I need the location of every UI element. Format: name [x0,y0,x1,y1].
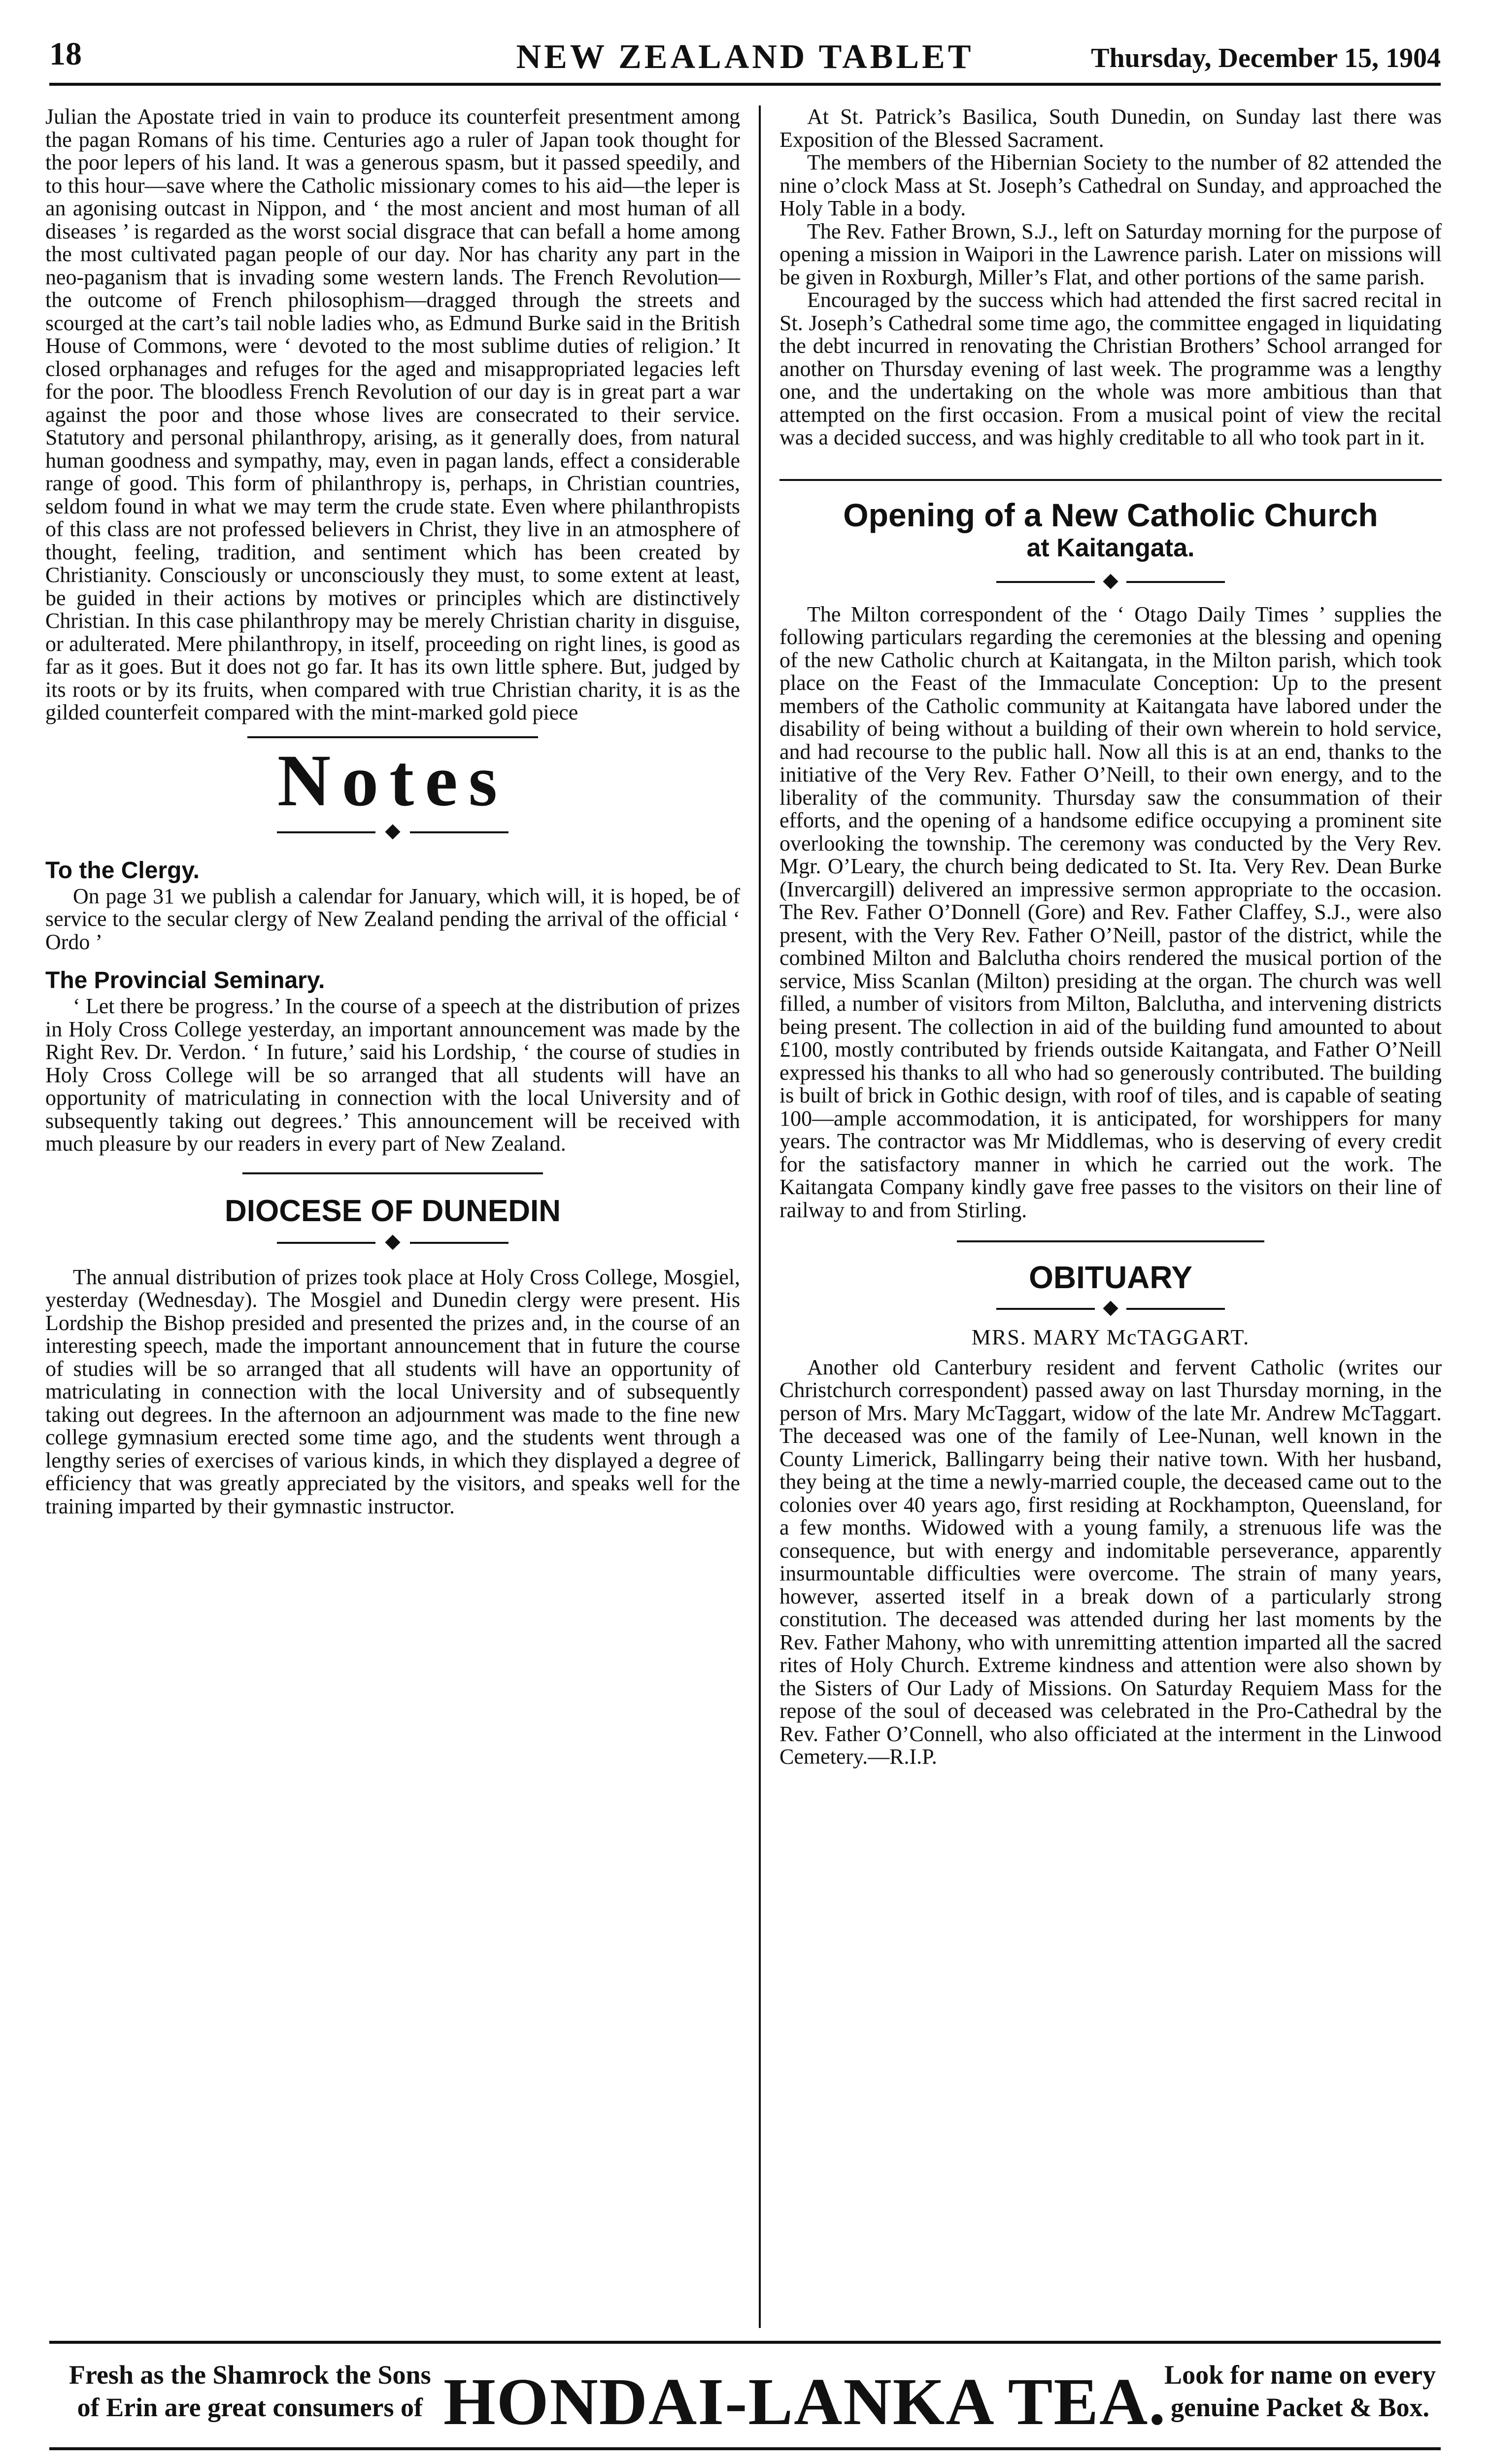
diocese-heading: DIOCESE OF DUNEDIN [224,1194,561,1228]
masthead [49,35,1441,83]
ad-left-line: of Erin are great consumers of [77,2393,423,2422]
divider-rule [242,1172,543,1174]
news-paragraph: The Rev. Father Brown, S.J., left on Saturday morning for the purpose of opening a mission in Waipori in the Lawrence parish. Later on missions will be given in Roxburgh, Miller’s Flat, and other portions of the same parish. [779,219,1442,289]
news-paragraph: Encouraged by the success which had attended the first sacred recital in St. Joseph’s Cathedral some time ago, the committee engaged in liquidating the debt incurred in renovating the Christian Brothers’ School arranged for another on Thursday evening of last week. The programme was a lengthy one, and the undertaking on the whole was more ambitious than that attempted on the first occasion. From a musical point of view the recital was a decided success, and was highly creditable to all who took part in it. [779,288,1442,449]
ornament-divider [779,1299,1442,1318]
page-number: 18 [49,36,82,72]
obituary-name: MRS. MARY McTAGGART. [971,1325,1250,1349]
seminary-paragraph: ‘ Let there be progress.’ In the course of a speech at the distribution of prizes in Holy Cross College yesterday, an important announcement was made by the Right Rev. Dr. Verdon. ‘ In future,’ said his Lordship, ‘ the course of studies in Holy Cross College will be so arranged that all students will have an opportunity of matriculating in connection with the local University and of subsequently taking out degrees.’ This announcement will be received with much pleasure by our readers in every part of New Zealand. [45,994,740,1156]
ad-right-line: Look for name on every [1164,2360,1436,2390]
church-subheading: at Kaitangata. [1026,533,1195,562]
clergy-subheading: To the Clergy. [45,857,200,884]
divider-rule [247,736,538,738]
left-column [45,105,740,1518]
divider-rule [957,1240,1264,1242]
news-paragraph: At St. Patrick’s Basilica, South Dunedin, on Sunday last there was Exposition of the Blessed Sacrament. [779,104,1442,152]
obituary-heading: OBITUARY [1029,1260,1192,1295]
publication-title: NEW ZEALAND TABLET [516,38,974,76]
seminary-subheading: The Provincial Seminary. [45,967,325,993]
obituary-paragraph: Another old Canterbury resident and fervent Catholic (writes our Christchurch correspondent) passed away on last Thursday morning, in the person of Mrs. Mary McTaggart, widow of the late Mr. Andrew McTaggart. The deceased was one of the family of Lee-Nunan, well known in the County Limerick, Ballingarry being their native town. With her husband, they being at the time a newly-married couple, the deceased came out to the colonies over 40 years ago, first residing at Rockhampton, Queensland, for a few months. Widowed with a young family, a strenuous life was the consequence, but with energy and indomitable perseverance, apparently insurmountable difficulties were overcome. The strain of many years, however, asserted itself in a break down of a particularly strong constitution. The deceased was attended during her last moments by the Rev. Father Mahony, who with unremitting attention imparted all the sacred rites of Holy Church. Extreme kindness and attention were also shown by the Sisters of Our Lady of Missions. On Saturday Requiem Mass for the repose of the soul of deceased was celebrated in the Pro-Cathedral by the Rev. Father O’Connell, who also officiated at the interment in the Linwood Cemetery.—R.I.P. [779,1355,1442,1769]
notes-heading: Notes [277,739,508,821]
divider-rule [779,479,1442,481]
ad-right-text [1164,2359,1436,2424]
ad-brand-name: HONDAI-LANKA TEA. [443,2365,1167,2439]
ad-top-rule [49,2341,1441,2344]
column-divider [759,105,761,2328]
ad-bottom-rule [49,2447,1441,2450]
ad-left-line: Fresh as the Shamrock the Sons [69,2360,431,2390]
right-column [779,105,1442,1769]
tea-advertisement [49,2355,1441,2443]
diocese-paragraph: The annual distribution of prizes took place at Holy Cross College, Mosgiel, yesterday (Wednesday). The Mosgiel and Dunedin clergy were present. His Lordship the Bishop presided and presented the prizes and, in the course of an interesting speech, made the important announcement that in future the course of studies will be so arranged that all students will have an opportunity of matriculating in connection with the local University and of subsequently taking out degrees. In the afternoon an adjournment was made to the fine new college gymnasium erected some time ago, and the students went through a lengthy series of exercises of various kinds, in which they displayed a degree of efficiency that was greatly appreciated by the visitors, and speaks well for the training imparted by their gymnastic instructor. [45,1265,740,1518]
ornament-divider [779,572,1442,591]
article-paragraph: Julian the Apostate tried in vain to produce its counterfeit presentment among the pagan Romans of his time. Centuries ago a ruler of Japan took thought for the poor lepers of his land. It was a generous spasm, but it passed speedily, and to this hour—save where the Catholic missionary comes to his aid—the leper is an agonising outcast in Nippon, and ‘ the most ancient and most human of all diseases ’ is regarded as the worst social disgrace that can befall a home among the most cultivated pagan people of our day. Nor has charity any part in the neo-paganism that is invading some western lands. The French Revolution—the outcome of French philosophism—dragged through the streets and scourged at the cart’s tail noble ladies who, as Edmund Burke said in the British House of Commons, were ‘ devoted to the most sublime duties of religion.’ It closed orphanages and refuges for the aged and misappropriated legacies left for the poor. The bloodless French Revolution of our day is in great part a war against the poor and those whose lives are consecrated to their service. Statutory and personal philanthropy, arising, as it generally does, from natural human goodness and sympathy, may, even in pagan lands, effect a considerable range of good. This form of philanthropy is, perhaps, in Christian countries, seldom found in what we may term the crude state. Even where philanthropists of this class are not professed believers in Christ, they live in an atmosphere of thought, feeling, tradition, and sentiment which has been created by Christianity. Consciously or unconsciously they must, to some extent at least, be guided in their actions by motives or principles which are distinctively Christian. In this case philanthropy may be merely Christian charity in disguise, or adulterated. Mere philanthropy, in itself, proceeding on right lines, is good as far as it goes. But it does not go far. It has its own little sphere. But, judged by its roots or by its fruits, when compared with true Christian charity, it is as the gilded counterfeit compared with the mint-marked gold piece [45,104,740,724]
issue-date: Thursday, December 15, 1904 [1091,43,1441,73]
news-paragraph: The members of the Hibernian Society to the number of 82 attended the nine o’clock Mass at St. Joseph’s Cathedral on Sunday, and approached the Holy Table in a body. [779,150,1442,220]
church-paragraph: The Milton correspondent of the ‘ Otago Daily Times ’ supplies the following particulars regarding the ceremonies at the blessing and opening of the new Catholic church at Kaitangata, in the Milton parish, which took place on the Feast of the Immaculate Conception: Up to the present members of the Catholic community at Kaitangata have labored under the disability of being without a building of their own wherein to hold service, and had recourse to the public hall. Now all this is at an end, thanks to the initiative of the Very Rev. Father O’Neill, to their own energy, and to the liberality of the community. Thursday saw the consummation of their efforts, and the opening of a handsome edifice occupying a prominent site overlooking the township. The ceremony was conducted by the Very Rev. Mgr. O’Leary, the church being dedicated to St. Ita. Very Rev. Dean Burke (Invercargill) delivered an impressive sermon appropriate to the occasion. The Rev. Father O’Donnell (Gore) and Rev. Father Claffey, S.J., were also present, with the Very Rev. Father O’Neill, pastor of the district, while the combined Milton and Balclutha choirs rendered the musical portion of the service, Miss Scanlan (Milton) presiding at the organ. The church was well filled, a number of visitors from Milton, Balclutha, and intervening districts being present. The collection in aid of the building fund amounted to about £100, mostly contributed by friends outside Kaitangata, and Father O’Neill expressed his thanks to all who had so generously contributed. The building is built of brick in Gothic design, with roof of tiles, and is capable of seating 100—ample accommodation, it is anticipated, for worshippers for many years. The contractor was Mr Middlemas, who is deserving of every credit for the satisfactory manner in which he carried out the work. The Kaitangata Company kindly gave free passes to the visitors on their line of railway to and from Stirling. [779,602,1442,1222]
ad-left-text [69,2359,431,2424]
church-heading: Opening of a New Catholic Church [843,496,1378,533]
ornament-divider [45,1232,740,1252]
masthead-rule [49,83,1441,86]
ornament-divider [45,822,740,842]
clergy-paragraph: On page 31 we publish a calendar for January, which will, it is hoped, be of service to the secular clergy of New Zealand pending the arrival of the official ‘ Ordo ’ [45,884,740,954]
ad-right-line: genuine Packet & Box. [1171,2393,1430,2422]
